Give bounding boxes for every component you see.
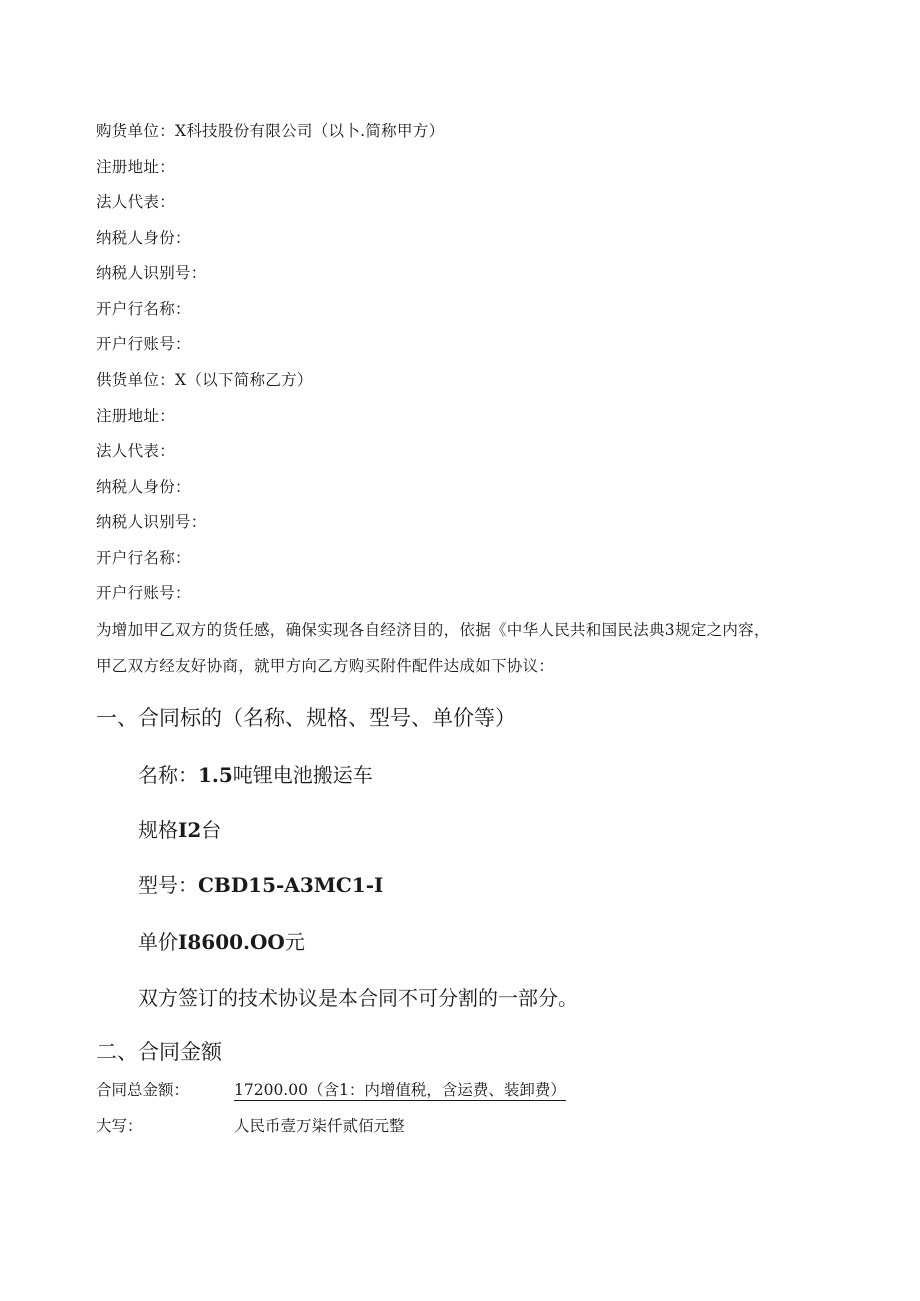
amount-in-words-value: 人民币壹万柒仟贰佰元整 xyxy=(234,1117,405,1135)
item-price-label: 单价 xyxy=(138,930,178,954)
supplier-taxpayer-status: 纳税人身份： xyxy=(96,478,191,496)
buyer-taxpayer-status: 纳税人身份： xyxy=(96,229,191,247)
buyer-legal-rep: 法人代表： xyxy=(96,193,176,211)
item-name-suffix: 吨锂电池搬运车 xyxy=(232,763,373,787)
intro-line-2: 甲乙双方经友好协商，就甲方向乙方购买附件配件达成如下协议： xyxy=(96,657,555,675)
item-price-value: I8600.OO xyxy=(178,930,285,954)
section-2-title: 二、合同金额 xyxy=(96,1040,222,1064)
total-amount-label: 合同总金额： xyxy=(96,1081,190,1099)
item-price-suffix: 元 xyxy=(284,930,305,954)
total-amount-value xyxy=(234,1079,566,1101)
item-name-label: 名称： xyxy=(138,763,198,787)
item-model-value: CBD15-A3MC1-I xyxy=(198,873,384,897)
buyer-taxpayer-id: 纳税人识别号： xyxy=(96,264,207,282)
supplier-address: 注册地址： xyxy=(96,407,176,425)
item-model-label: 型号： xyxy=(138,873,198,897)
item-spec-suffix: 台 xyxy=(201,818,222,842)
supplier-taxpayer-id: 纳税人识别号： xyxy=(96,513,207,531)
item-price xyxy=(138,927,305,957)
item-name-value: 1.5 xyxy=(198,763,233,787)
total-amount-text: 17200.00（含1：内增值税，含运费、装卸费） xyxy=(234,1081,566,1099)
buyer-bank-name: 开户行名称： xyxy=(96,300,191,318)
item-note: 双方签订的技术协议是本合同不可分割的一部分。 xyxy=(138,986,578,1010)
item-spec-value: I2 xyxy=(178,818,202,842)
buyer-bank-account: 开户行账号： xyxy=(96,335,191,353)
amount-in-words-label: 大写： xyxy=(96,1117,143,1135)
section-1-title: 一、合同标的（名称、规格、型号、单价等） xyxy=(96,706,516,730)
item-name xyxy=(138,760,373,790)
supplier-bank-name: 开户行名称： xyxy=(96,549,191,567)
item-model xyxy=(138,870,383,900)
buyer-address: 注册地址： xyxy=(96,158,176,176)
supplier-unit: 供货单位：X（以下简称乙方） xyxy=(96,371,313,389)
intro-line-1: 为增加甲乙双方的货任感，确保实现各自经济目的，依据《中华人民共和国民法典3规定之内容， xyxy=(96,621,770,639)
buyer-unit: 购货单位：X科技股份有限公司（以卜.简称甲方） xyxy=(96,122,445,140)
supplier-bank-account: 开户行账号： xyxy=(96,584,191,602)
item-spec-label: 规格 xyxy=(138,818,178,842)
supplier-legal-rep: 法人代表： xyxy=(96,442,176,460)
item-spec xyxy=(138,815,221,845)
